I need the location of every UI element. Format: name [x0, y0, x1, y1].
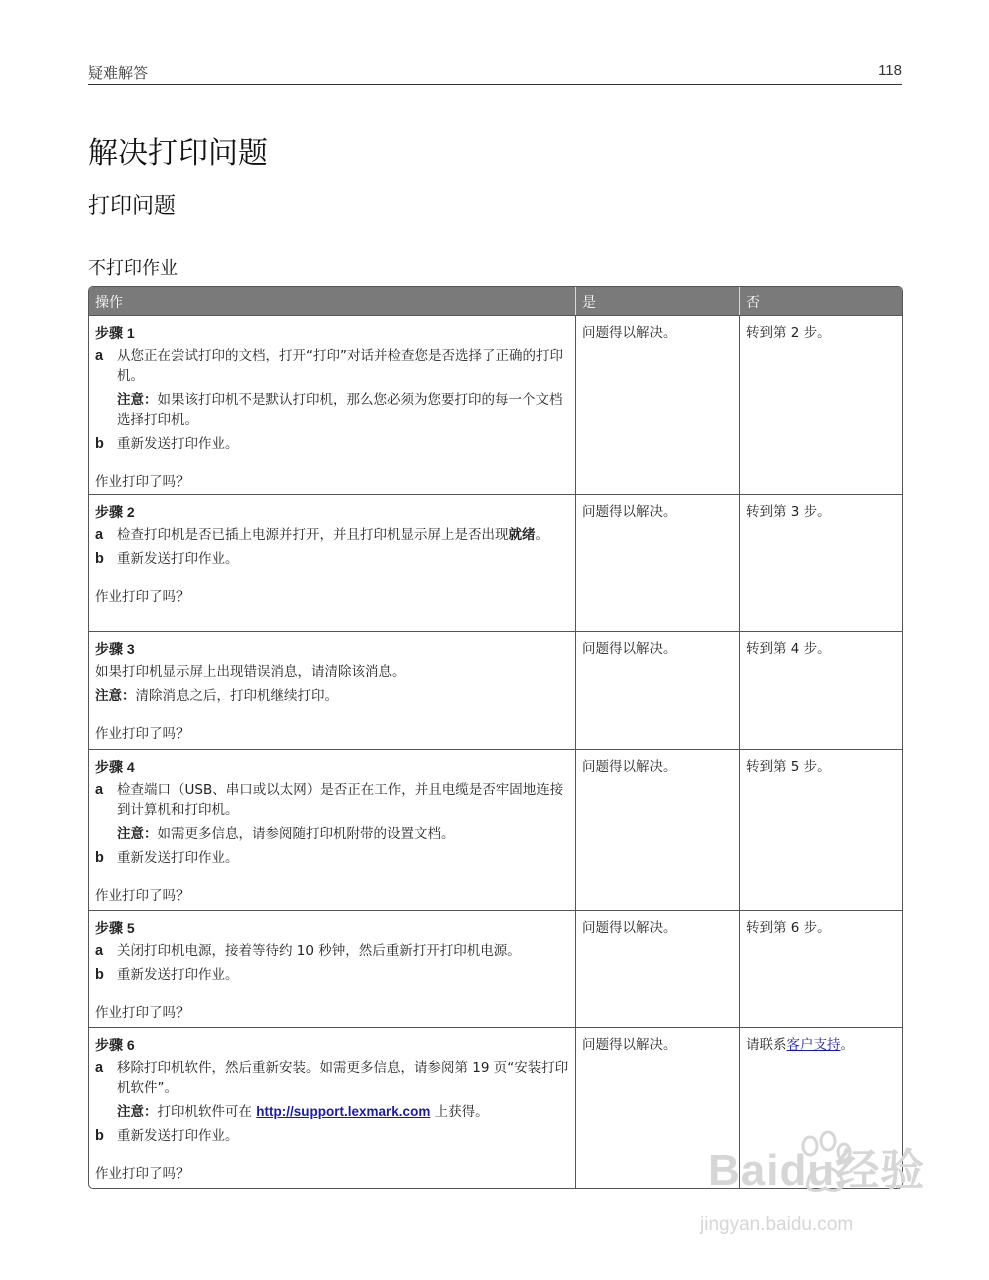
action-cell — [89, 750, 576, 910]
substep-text: 重新发送打印作业。 — [117, 1128, 239, 1144]
substep-text: 关闭打印机电源，接着等待约 10 秒钟，然后重新打开打印机电源。 — [117, 943, 521, 959]
section-title: 疑难解答 — [88, 64, 149, 82]
question: 作业打印了吗？ — [95, 726, 190, 742]
substep-label: b — [95, 967, 104, 983]
table-row — [89, 315, 902, 494]
substep-text — [117, 525, 569, 545]
substep-text: 检查端口（USB、串口或以太网）是否正在工作，并且电缆是否牢固地连接到计算机和打印机。 — [117, 782, 564, 818]
substep-a — [95, 941, 569, 961]
substep-text: 重新发送打印作业。 — [117, 436, 239, 452]
substep-a — [95, 525, 569, 545]
note-text: 如需更多信息，请参阅随打印机附带的设置文档。 — [157, 826, 455, 842]
yes-cell: 问题得以解决。 — [576, 316, 740, 494]
substep-text: 重新发送打印作业。 — [117, 967, 239, 983]
no-cell: 转到第 6 步。 — [746, 920, 831, 936]
yes-cell: 问题得以解决。 — [576, 495, 740, 631]
yes-cell: 问题得以解决。 — [576, 632, 740, 749]
substep-a — [95, 1058, 569, 1098]
substep-b — [95, 848, 569, 868]
column-header-no: 否 — [746, 295, 760, 311]
no-text-end: 。 — [840, 1037, 854, 1053]
action-cell — [89, 1028, 576, 1188]
note — [117, 390, 569, 430]
substep-label: b — [95, 436, 104, 452]
substep-text: 从您正在尝试打印的文档，打开“打印”对话并检查您是否选择了正确的打印机。 — [117, 348, 563, 384]
table-row — [89, 631, 902, 749]
yes-cell: 问题得以解决。 — [576, 911, 740, 1027]
step-title: 步骤 1 — [95, 325, 135, 341]
no-cell: 转到第 3 步。 — [746, 504, 831, 520]
question: 作业打印了吗？ — [95, 474, 190, 490]
substep-label: a — [95, 782, 104, 798]
action-cell — [89, 632, 576, 749]
page-header — [88, 62, 902, 85]
table-row — [89, 749, 902, 910]
ready-status-text: 就绪 — [508, 527, 536, 543]
action-cell — [89, 316, 576, 494]
substep-text: 重新发送打印作业。 — [117, 551, 239, 567]
no-cell: 转到第 4 步。 — [746, 641, 831, 657]
question: 作业打印了吗？ — [95, 1005, 190, 1021]
topic-heading: 不打印作业 — [88, 258, 178, 279]
action-cell — [89, 495, 576, 631]
no-cell: 转到第 5 步。 — [746, 759, 831, 775]
substep-a — [95, 346, 569, 386]
yes-cell: 问题得以解决。 — [576, 750, 740, 910]
substep-a — [95, 780, 569, 820]
customer-support-link[interactable]: 客户支持 — [786, 1037, 841, 1053]
substep-b — [95, 965, 569, 985]
column-header-action: 操作 — [89, 287, 576, 315]
substep-b — [95, 434, 569, 454]
substep-label: a — [95, 1060, 104, 1076]
note-text-end: 上获得。 — [430, 1104, 489, 1120]
substep-label: a — [95, 348, 104, 364]
watermark-url: jingyan.baidu.com — [700, 1214, 854, 1235]
substep-label: a — [95, 527, 104, 543]
step-title: 步骤 3 — [95, 641, 135, 657]
substep-text: 重新发送打印作业。 — [117, 850, 239, 866]
note-label: 注意： — [117, 826, 158, 842]
note-label: 注意： — [117, 392, 158, 408]
substep-label: b — [95, 850, 104, 866]
table-header — [89, 287, 902, 315]
step-title: 步骤 4 — [95, 759, 135, 775]
note-text: 打印机软件可在 — [157, 1104, 257, 1120]
page-title: 解决打印问题 — [88, 136, 268, 171]
substep-label: b — [95, 1128, 104, 1144]
note-text: 如果该打印机不是默认打印机，那么您必须为您要打印的每一个文档选择打印机。 — [117, 392, 563, 428]
question: 作业打印了吗？ — [95, 589, 190, 605]
step-text: 如果打印机显示屏上出现错误消息，请清除该消息。 — [95, 664, 406, 680]
substep-text-part: 检查打印机是否已插上电源并打开，并且打印机显示屏上是否出现 — [117, 527, 509, 543]
action-cell — [89, 911, 576, 1027]
yes-cell: 问题得以解决。 — [576, 1028, 740, 1188]
page-number: 118 — [878, 62, 902, 79]
note-label: 注意： — [95, 688, 136, 704]
baidu-watermark — [700, 1130, 940, 1240]
substep-label: a — [95, 943, 104, 959]
step-title: 步骤 5 — [95, 920, 135, 936]
note — [117, 1102, 569, 1122]
question: 作业打印了吗？ — [95, 888, 190, 904]
substep-text: 移除打印机软件，然后重新安装。如需更多信息，请参阅第 19 页“安装打印机软件”。 — [117, 1060, 569, 1096]
question: 作业打印了吗？ — [95, 1166, 190, 1182]
support-link[interactable]: http://support.lexmark.com — [256, 1104, 431, 1119]
substep-label: b — [95, 551, 104, 567]
table-row — [89, 910, 902, 1027]
watermark-text: Baidu经验 — [708, 1146, 926, 1195]
note-label: 注意： — [117, 1104, 158, 1120]
step-title: 步骤 6 — [95, 1037, 135, 1053]
substep-b — [95, 549, 569, 569]
section-heading: 打印问题 — [88, 194, 177, 219]
note-text: 清除消息之后，打印机继续打印。 — [135, 688, 338, 704]
column-header-yes: 是 — [576, 287, 740, 315]
no-text: 请联系 — [746, 1037, 787, 1053]
table-row — [89, 494, 902, 631]
no-cell: 转到第 2 步。 — [746, 325, 831, 341]
troubleshooting-table — [88, 286, 903, 1189]
substep-b — [95, 1126, 569, 1146]
note — [95, 686, 569, 706]
substep-text-end: 。 — [535, 527, 549, 543]
note — [117, 824, 569, 844]
step-title: 步骤 2 — [95, 504, 135, 520]
